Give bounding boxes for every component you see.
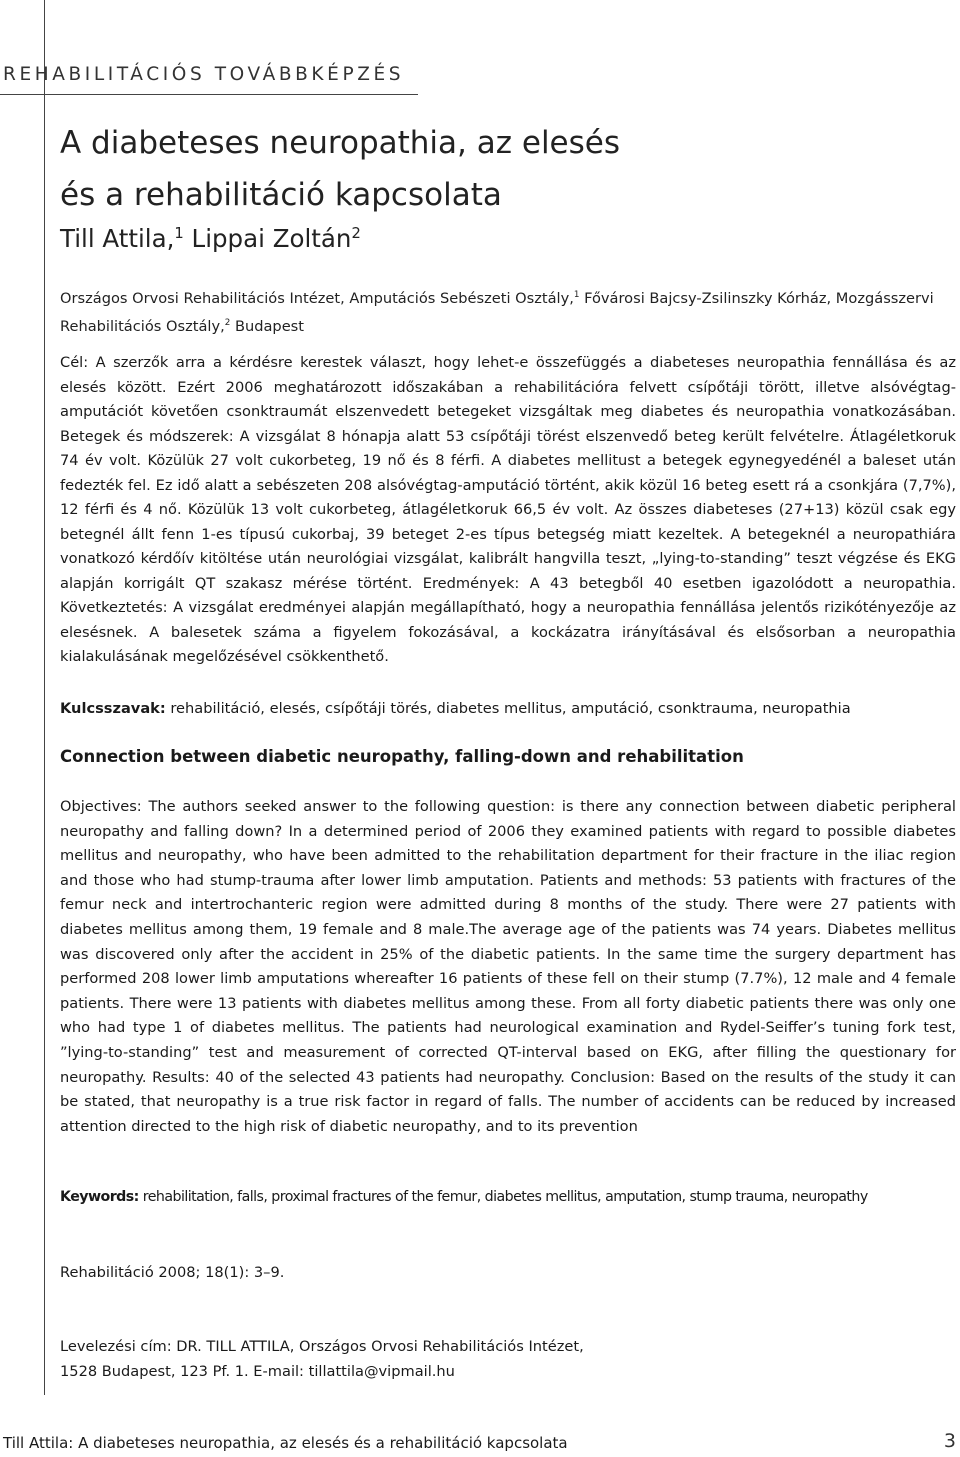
keywords-label: Kulcsszavak: xyxy=(60,700,166,717)
section-label: REHABILITÁCIÓS TOVÁBBKÉPZÉS xyxy=(3,64,405,85)
article-title-line-1: A diabeteses neuropathia, az elesés xyxy=(60,125,620,161)
article-title-line-2: és a rehabilitáció kapcsolata xyxy=(60,177,502,213)
keywords-text: rehabilitáció, elesés, csípőtáji törés, diabetes mellitus, amputáció, csonktrauma, neuropathia xyxy=(165,700,851,717)
keywords-english xyxy=(60,1189,956,1205)
correspondence-line-1: Levelezési cím: DR. TILL ATTILA, Országos Orvosi Rehabilitációs Intézet, xyxy=(60,1338,584,1355)
affiliation-text: Országos Orvosi Rehabilitációs Intézet, Amputációs Sebészeti Osztály, xyxy=(60,289,574,307)
keywords-hungarian xyxy=(60,700,851,717)
section-header-rule xyxy=(0,94,418,95)
affiliation-mark: 1 xyxy=(573,290,580,300)
correspondence-line-2: 1528 Budapest, 123 Pf. 1. E-mail: tillattila@vipmail.hu xyxy=(60,1363,455,1380)
keywords-label: Keywords: xyxy=(60,1189,139,1205)
abstract-hungarian: Cél: A szerzők arra a kérdésre kerestek választ, hogy lehet-e összefüggés a diabeteses neuropathia fennállása és az elesés között. Ezért 2006 meghatározott időszakában a rehabilitációra felvett csípőtáji törött, illetve alsóvégtag-amputációt követően csonktraumát elszenvedett betegeket vizsgáltak meg diabetes és neuropathia vonatkozásában. Betegek és módszerek: A vizsgálat 8 hónapja alatt 53 csípőtáji törést elszenvedő beteg került felvételre. Átlagéletkoruk 74 év volt. Közülük 27 volt cukorbeteg, 19 nő és 8 férfi. A diabetes mellitust a betegek egynegyedénél a baleset után fedezték fel. Ez idő alatt a sebészeten 208 alsóvégtag-amputáció történt, akik közül 16 beteg esett rá a csonkjára (7,7%), 12 férfi és 4 nő. Közülük 13 volt cukorbeteg, átlagéletkoruk 66,5 év volt. Az összes diabeteses (27+13) közül csak egy betegnél állt fenn 1-es típusú cukorbaj, 39 beteget 2-es típus betegség miatt kezeltek. A betegeknél a neuropathiára vonatkozó kérdőív kitöltése után neurológiai vizsgálat, kalibrált hangvilla teszt, „lying-to-standing” teszt végzése és EKG alapján korrigált QT szakasz mérése történt. Eredmények: A 43 betegből 40 esetben igazolódott a neuropathia. Következtetés: A vizsgálat eredményei alapján megállapítható, hogy a neuropathia fennállása jelentős rizikótényezője az elesésnek. A balesetek száma a figyelem fokozásával, a kockázatra irányításával és elsősorban a neuropathia kialakulásának megelőzésével csökkenthető. xyxy=(60,354,956,665)
running-footer-title: Till Attila: A diabeteses neuropathia, az elesés és a rehabilitáció kapcsolata xyxy=(3,1434,568,1452)
author-affiliation-mark: 2 xyxy=(351,224,361,242)
article-title xyxy=(60,117,920,221)
page-number: 3 xyxy=(943,1430,956,1452)
keywords-text: rehabilitation, falls, proximal fractures of the femur, diabetes mellitus, amputation, stump trauma, neuropathy xyxy=(138,1189,868,1205)
abstract-english: Objectives: The authors seeked answer to the following question: is there any connection between diabetic peripheral neuropathy and falling down? In a determined period of 2006 they examined patients with regard to possible diabetes mellitus and neuropathy, who have been admitted to the rehabilitation department for their fracture in the iliac region and those who had stump-trauma after lower limb amputation. Patients and methods: 53 patients with fractures of the femur neck and intertrochanteric region were admitted during 8 months of the study. There were 27 patients with diabetes mellitus among them, 19 female and 8 male.The average age of the patients was 74 years. Diabetes mellitus was discovered only after the accident in 25% of the diabetic patients. In the same time the surgery department has performed 208 lower limb amputations whereafter 16 patients of these fell on their stump (7.7%), 12 male and 4 female patients. There were 13 patients with diabetes mellitus among these. From all forty diabetic patients there was only one who had type 1 of diabetes mellitus. The patients had neurological examination and Rydel-Seiffer’s tuning fork test, ”lying-to-standing” test and measurement of corrected QT-interval based on EKG, after filling the questionary for neuropathy. Results: 40 of the selected 43 patients had neuropathy. Conclusion: Based on the results of the study it can be stated, that neuropathy is a true risk factor in regard of falls. The number of accidents can be reduced by increased attention directed to the high risk of diabetic neuropathy, and to its prevention xyxy=(60,798,956,1135)
author-name: Lippai Zoltán xyxy=(191,224,352,253)
citation: Rehabilitáció 2008; 18(1): 3–9. xyxy=(60,1264,285,1281)
margin-vertical-rule xyxy=(44,0,45,1395)
affiliations xyxy=(60,283,956,340)
affiliation-mark: 2 xyxy=(224,318,231,329)
english-title: Connection between diabetic neuropathy, falling-down and rehabilitation xyxy=(60,747,744,766)
authors xyxy=(60,224,361,253)
author-affiliation-mark: 1 xyxy=(174,224,184,242)
affiliation-text: Fővárosi Bajcsy-Zsilinszky Kórház, Mozgásszervi Rehabilitációs Osztály, xyxy=(60,289,934,336)
correspondence xyxy=(60,1334,584,1384)
affiliation-text: Budapest xyxy=(230,318,305,336)
author-name: Till Attila, xyxy=(60,224,175,253)
